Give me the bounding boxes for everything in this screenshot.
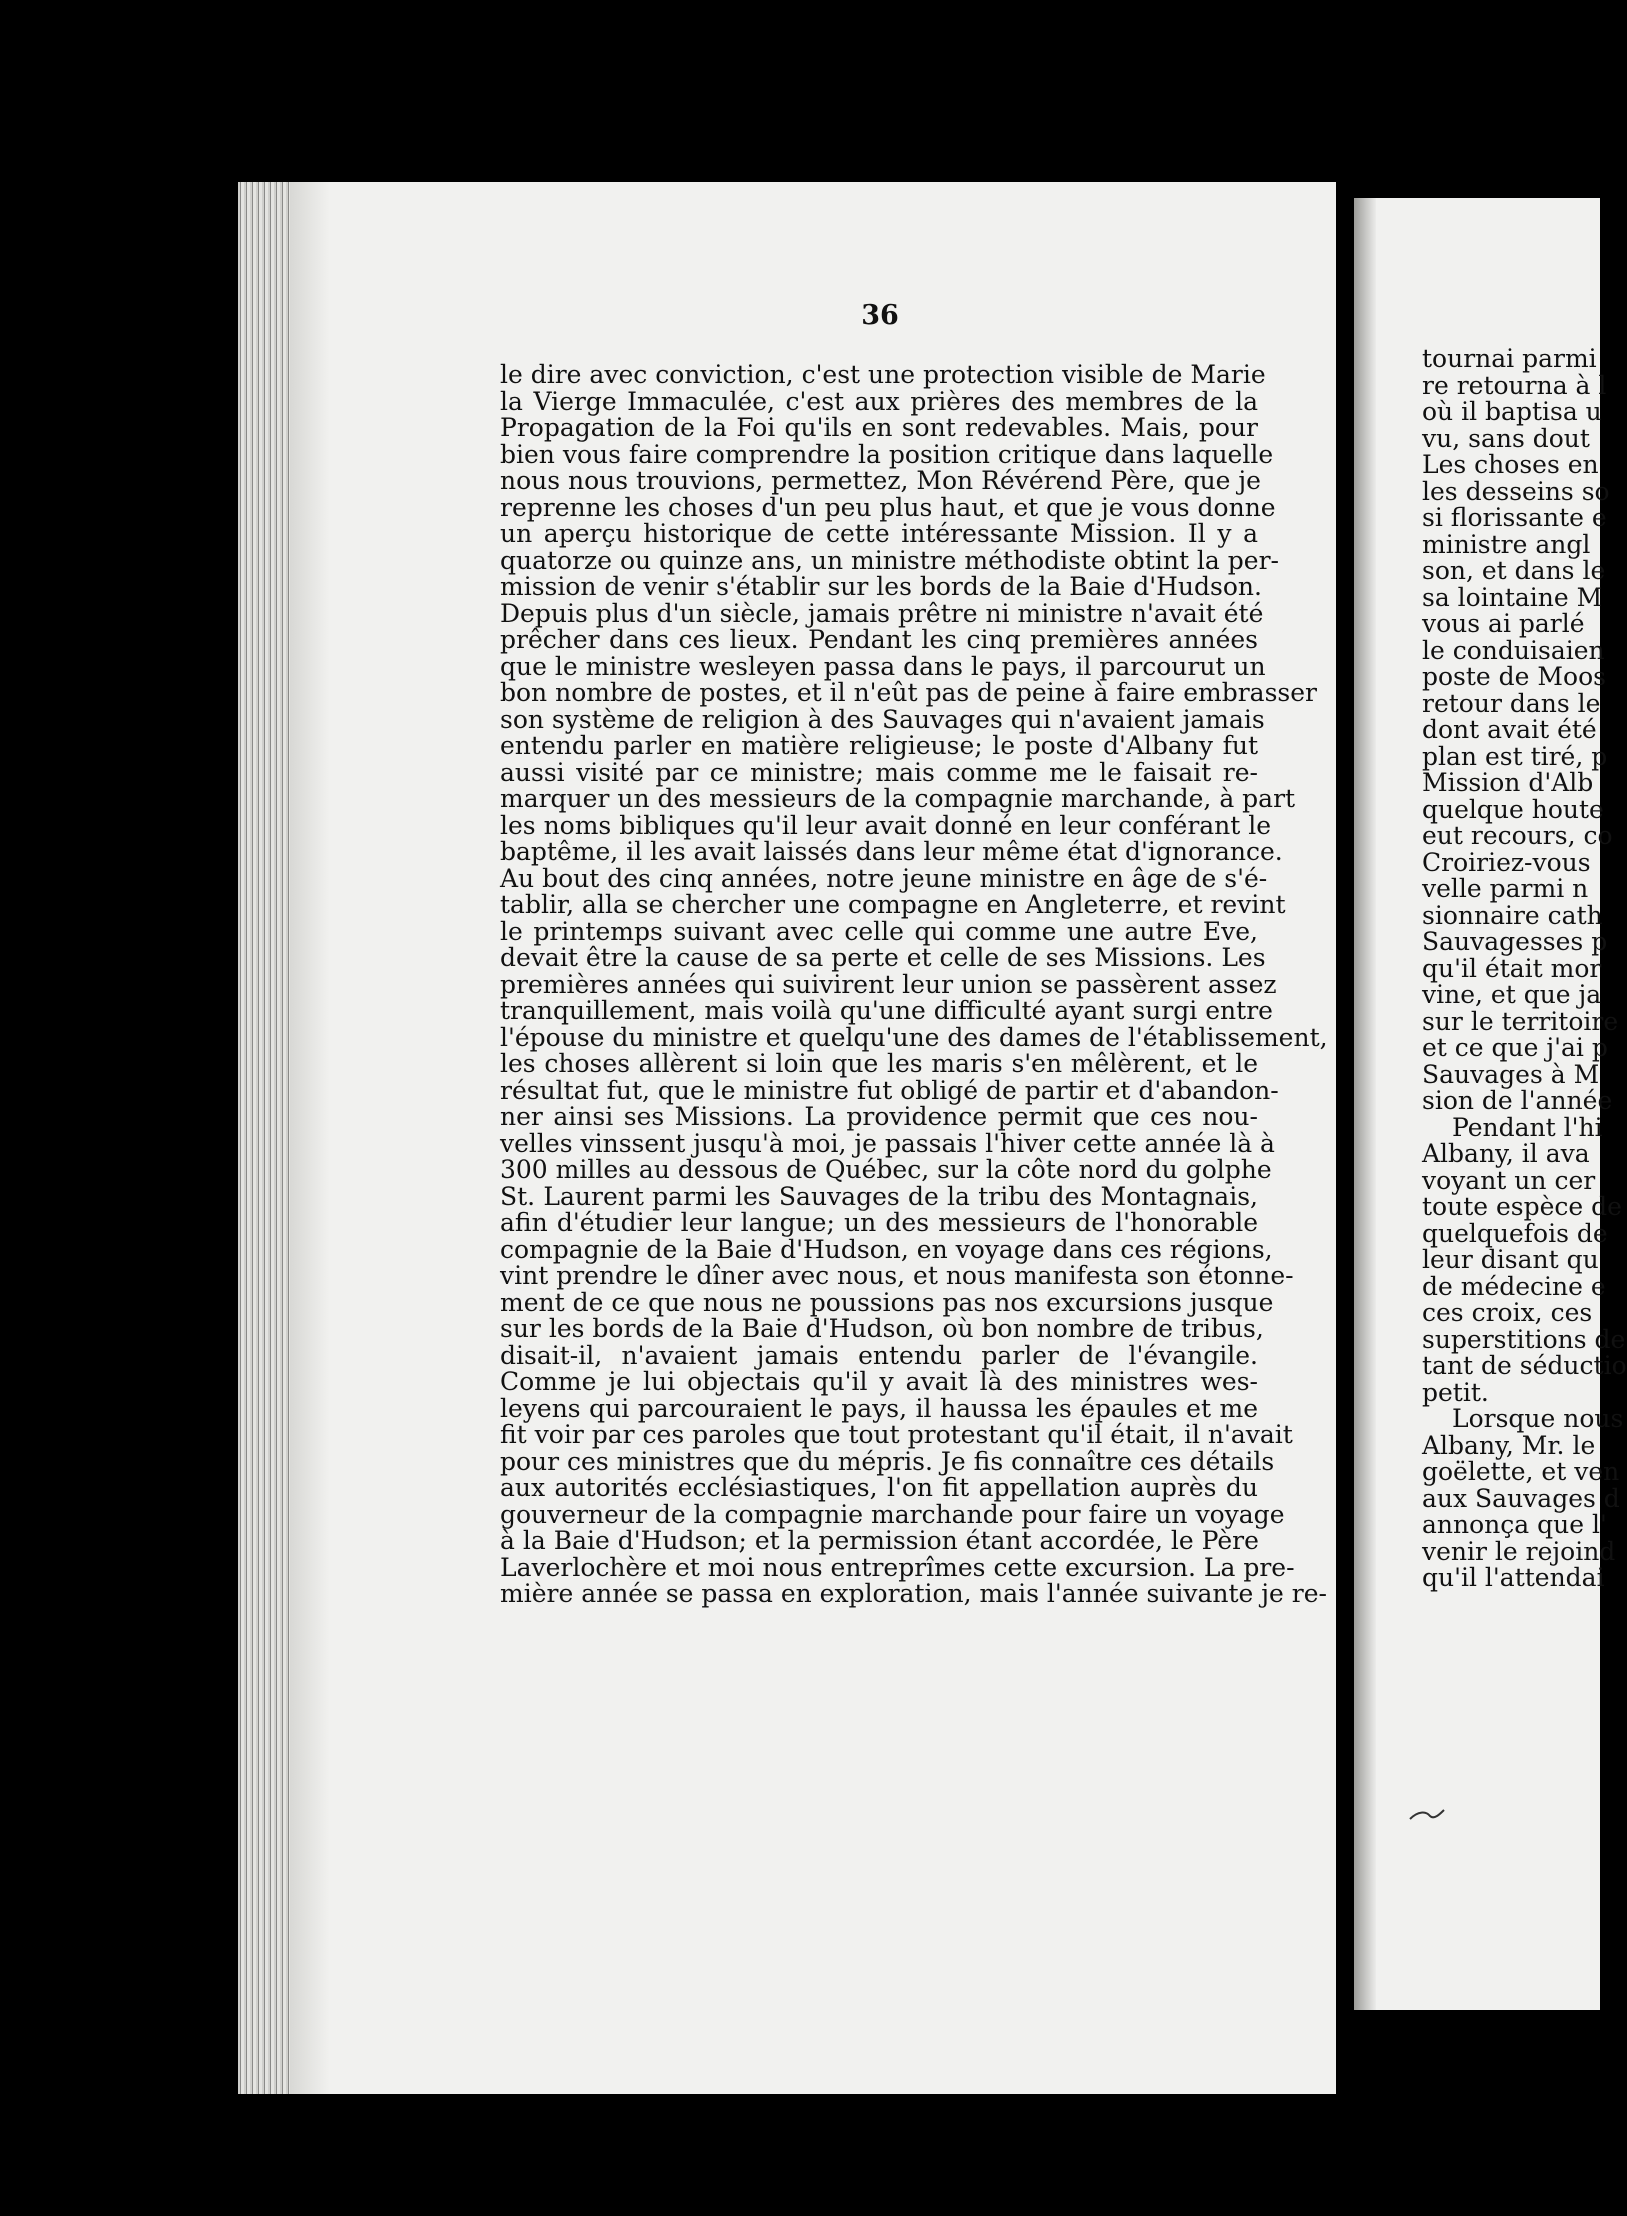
text-line: le dire avec conviction, c'est une protection visible de Marie (500, 360, 1266, 389)
text-line: premières années qui suivirent leur union se passèrent assez (500, 969, 1277, 999)
text-line: quelquefois de (1422, 1218, 1608, 1248)
text-line: voyant un cer (1422, 1165, 1596, 1195)
text-line: les desseins so (1422, 476, 1610, 506)
text-line: leur disant qu (1422, 1245, 1599, 1274)
text-line: vous ai parlé (1422, 609, 1585, 638)
page-edge-stack (238, 182, 290, 2094)
text-line: Comme je lui objectais qu'il y avait là des ministres wes- (500, 1367, 1258, 1396)
text-line: prêcher dans ces lieux. Pendant les cinq premières années (500, 625, 1258, 654)
text-line: qu'il l'attendai (1422, 1563, 1605, 1592)
text-line: Propagation de la Foi qu'ils en sont redevables. Mais, pour (500, 413, 1258, 442)
text-line: et ce que j'ai p (1422, 1033, 1608, 1062)
text-line: Pendant l'hi (1452, 1112, 1603, 1142)
text-line: la Vierge Immaculée, c'est aux prières des membres de la (500, 386, 1258, 416)
text-line: les choses allèrent si loin que les maris s'en mêlèrent, et le (500, 1049, 1258, 1078)
text-line: de médecine e (1422, 1271, 1606, 1301)
text-line: dont avait été (1422, 715, 1597, 744)
text-line: Au bout des cinq années, notre jeune ministre en âge de s'é- (500, 863, 1268, 893)
text-line: aux Sauvages d (1422, 1483, 1620, 1513)
text-line: devait être la cause de sa perte et celle de ses Missions. Les (500, 943, 1266, 972)
text-line: disait-il, n'avaient jamais entendu parler de l'évangile. (500, 1340, 1258, 1370)
text-line: eut recours, co (1422, 821, 1613, 850)
text-line: son système de religion à des Sauvages qui n'avaient jamais (500, 704, 1265, 734)
right-page-body-text (1422, 344, 1627, 1592)
text-line: Albany, Mr. le (1422, 1430, 1596, 1460)
text-line: entendu parler en matière religieuse; le poste d'Albany fut (500, 731, 1258, 760)
text-line: résultat fut, que le ministre fut obligé de partir et d'abandon- (500, 1075, 1279, 1105)
text-line: fit voir par ces paroles que tout protestant qu'il était, il n'avait (500, 1420, 1293, 1449)
text-line: velles vinssent jusqu'à moi, je passais l'hiver cette année là à (500, 1128, 1275, 1158)
text-line: vint prendre le dîner avec nous, et nous manifesta son étonne- (500, 1261, 1294, 1290)
text-line: vine, et que ja (1422, 980, 1602, 1009)
text-line: bien vous faire comprendre la position critique dans laquelle (500, 439, 1274, 469)
text-line: ces croix, ces (1422, 1298, 1593, 1327)
text-line: reprenne les choses d'un peu plus haut, et que je vous donne (500, 492, 1276, 522)
text-line: 300 milles au dessous de Québec, sur la côte nord du golphe (500, 1155, 1272, 1184)
text-line: St. Laurent parmi les Sauvages de la tribu des Montagnais, (500, 1181, 1258, 1211)
page-gutter-shadow (290, 182, 330, 2094)
text-line: un aperçu historique de cette intéressante Mission. Il y a (500, 519, 1258, 548)
text-line: poste de Moos (1422, 662, 1606, 691)
text-line: aux autorités ecclésiastiques, l'on fit appellation auprès du (500, 1473, 1258, 1502)
text-line: venir le rejoind (1422, 1536, 1616, 1566)
text-line: aussi visité par ce ministre; mais comme me le faisait re- (500, 757, 1258, 787)
text-line: Croiriez-vous (1422, 847, 1591, 877)
text-line: sionnaire cath (1422, 900, 1603, 930)
text-line: ment de ce que nous ne poussions pas nos excursions jusque (500, 1287, 1274, 1317)
left-page-body-text (500, 360, 1328, 1608)
text-line: où il baptisa u (1422, 397, 1602, 426)
text-line: Depuis plus d'un siècle, jamais prêtre ni ministre n'avait été (500, 598, 1264, 628)
text-line: retour dans le (1422, 688, 1601, 718)
text-line: Albany, il ava (1422, 1139, 1590, 1168)
text-line: marquer un des messieurs de la compagnie marchande, à part (500, 784, 1296, 813)
text-line: tablir, alla se chercher une compagne en Angleterre, et revint (500, 890, 1286, 919)
text-line: son, et dans le (1422, 556, 1606, 585)
text-line: gouverneur de la compagnie marchande pour faire un voyage (500, 1499, 1285, 1529)
text-line: si florissante e (1422, 503, 1607, 532)
text-line: vu, sans dout (1422, 423, 1590, 453)
text-line: annonça que l' (1422, 1510, 1607, 1539)
right-page-gutter (1354, 198, 1376, 2010)
text-line: Mission d'Alb (1422, 768, 1594, 797)
text-line: pour ces ministres que du mépris. Je fis connaître ces détails (500, 1446, 1275, 1476)
ink-mark-icon (1408, 1808, 1446, 1822)
text-line: baptême, il les avait laissés dans leur même état d'ignorance. (500, 837, 1283, 866)
text-line: Les choses en (1422, 450, 1599, 479)
text-line: sur les bords de la Baie d'Hudson, où bon nombre de tribus, (500, 1314, 1264, 1343)
text-line: toute espèce de (1422, 1192, 1622, 1221)
text-line: sa lointaine M (1422, 582, 1603, 612)
text-line: Sauvagesses p (1422, 927, 1608, 956)
page-number: 36 (861, 300, 899, 331)
text-line: quatorze ou quinze ans, un ministre méthodiste obtint la per- (500, 545, 1279, 575)
text-line: re retourna à l (1422, 370, 1607, 400)
text-line: petit. (1422, 1377, 1489, 1407)
text-line: à la Baie d'Hudson; et la permission étant accordée, le Père (500, 1526, 1259, 1555)
text-line: Sauvages à M (1422, 1059, 1600, 1089)
text-line: goëlette, et ven (1422, 1457, 1620, 1486)
text-line: ministre angl (1422, 529, 1591, 559)
text-line: bon nombre de postes, et il n'eût pas de peine à faire embrasser (500, 678, 1317, 707)
text-line: que le ministre wesleyen passa dans le pays, il parcourut un (500, 651, 1266, 681)
text-line: velle parmi n (1422, 874, 1589, 903)
text-line: tant de séductio (1422, 1351, 1627, 1380)
text-line: les noms bibliques qu'il leur avait donné en leur conférant le (500, 810, 1272, 840)
text-line: qu'il était mor (1422, 953, 1602, 983)
text-line: afin d'étudier leur langue; un des messieurs de l'honorable (500, 1208, 1258, 1237)
text-line: quelque houte (1422, 794, 1604, 824)
text-line: l'épouse du ministre et quelqu'une des dames de l'établissement, (500, 1022, 1328, 1052)
text-line: nous nous trouvions, permettez, Mon Révérend Père, que je (500, 466, 1261, 495)
text-line: Laverlochère et moi nous entreprîmes cette excursion. La pre- (500, 1552, 1295, 1582)
text-line: sion de l'année (1422, 1086, 1613, 1115)
text-line: sur le territoire (1422, 1006, 1619, 1036)
text-line: le printemps suivant avec celle qui comme une autre Eve, (500, 916, 1258, 946)
text-line: Lorsque nous (1452, 1404, 1624, 1433)
text-line: tournai parmi (1422, 344, 1597, 373)
text-line: superstitions de (1422, 1324, 1626, 1354)
text-line: tranquillement, mais voilà qu'une difficulté ayant surgi entre (500, 996, 1273, 1025)
text-line: plan est tiré, p (1422, 741, 1608, 771)
text-line: mière année se passa en exploration, mais l'année suivante je re- (500, 1579, 1327, 1608)
text-line: mission de venir s'établir sur les bords de la Baie d'Hudson. (500, 572, 1262, 601)
text-line: compagnie de la Baie d'Hudson, en voyage dans ces régions, (500, 1234, 1273, 1264)
text-line: ner ainsi ses Missions. La providence permit que ces nou- (500, 1102, 1258, 1131)
text-line: le conduisaien (1422, 635, 1605, 665)
text-line: leyens qui parcouraient le pays, il haussa les épaules et me (500, 1393, 1258, 1423)
